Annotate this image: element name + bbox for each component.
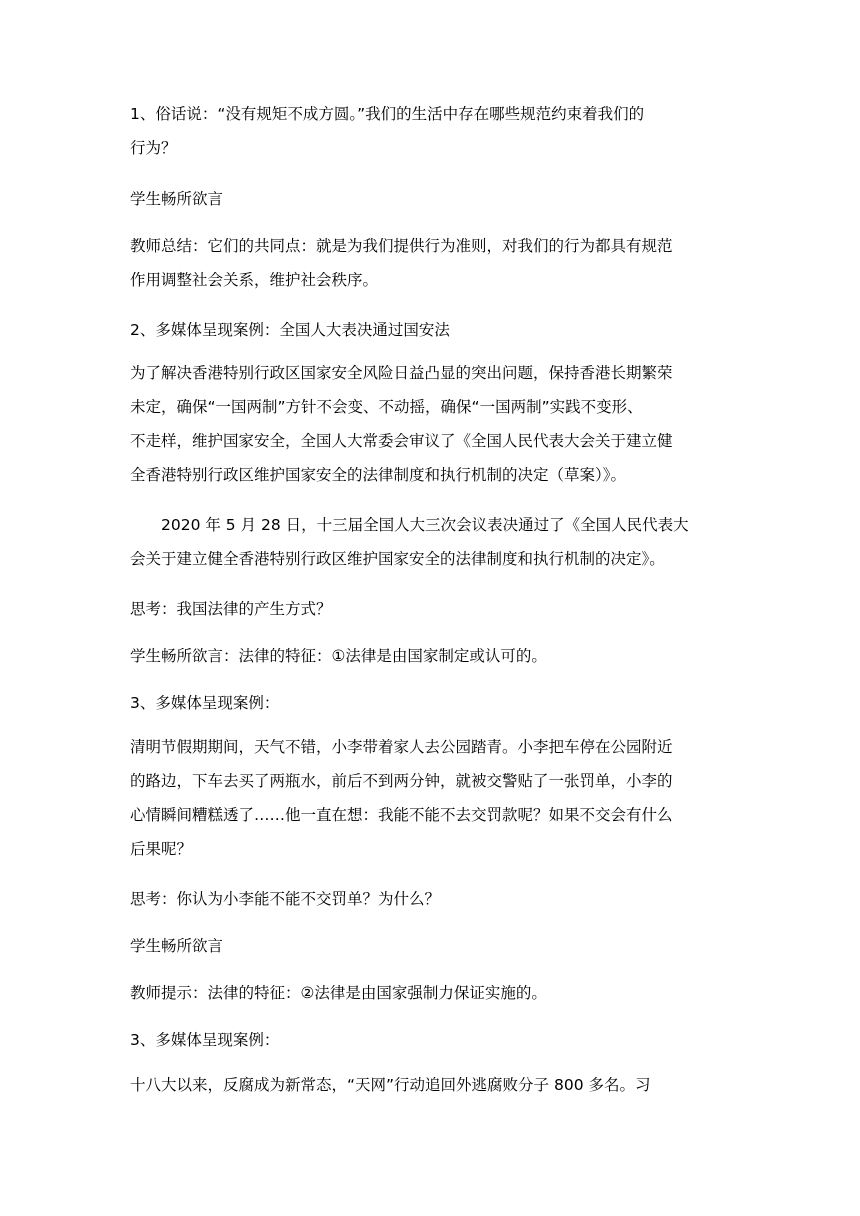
text-line: 会关于建立健全香港特别行政区维护国家安全的法律制度和执行机制的决定》。: [130, 550, 665, 568]
text-line: 学生畅所欲言: [130, 190, 224, 208]
text-line: 学生畅所欲言: [130, 937, 224, 955]
text-line: 2、多媒体呈现案例：全国人大表决通过国安法: [130, 321, 450, 339]
text-line: 后果呢？: [130, 840, 193, 858]
text-line: 不走样，维护国家安全，全国人大常委会审议了《全国人民代表大会关于建立健: [130, 432, 673, 450]
case-3-body-paragraph: [130, 730, 730, 866]
question-1-paragraph: [130, 97, 730, 165]
text-line: 十八大以来，反腐成为新常态，“天网”行动追回外逃腐败分子 800 多名。习: [130, 1076, 651, 1094]
text-line: 学生畅所欲言：法律的特征：①法律是由国家制定或认可的。: [130, 647, 547, 665]
text-line: 教师总结：它们的共同点：就是为我们提供行为准则，对我们的行为都具有规范: [130, 237, 673, 255]
text-line: 教师提示：法律的特征：②法律是由国家强制力保证实施的。: [130, 984, 547, 1002]
text-line: 3、多媒体呈现案例：: [130, 694, 280, 712]
text-line: 清明节假期期间，天气不错，小李带着家人去公园踏青。小李把车停在公园附近: [130, 738, 673, 756]
teacher-hint-paragraph: [130, 976, 730, 1010]
case-3-heading: [130, 686, 730, 720]
text-line: 行为？: [130, 139, 177, 157]
think-question-paragraph: [130, 882, 730, 916]
text-line: 1、俗话说：“没有规矩不成方圆。”我们的生活中存在哪些规范约束着我们的: [130, 105, 645, 123]
text-line: 为了解决香港特别行政区国家安全风险日益凸显的突出问题，保持香港长期繁荣: [130, 364, 673, 382]
text-line: 3、多媒体呈现案例：: [130, 1031, 280, 1049]
student-response-paragraph: [130, 182, 730, 216]
law-feature-1-paragraph: [130, 639, 730, 673]
text-line: 的路边，下车去买了两瓶水，前后不到两分钟，就被交警贴了一张罚单，小李的: [130, 772, 673, 790]
text-line: 思考：我国法律的产生方式？: [130, 600, 332, 618]
case-4-body-paragraph: [130, 1068, 730, 1102]
student-response-paragraph: [130, 929, 730, 963]
teacher-summary-paragraph: [130, 229, 730, 297]
text-line: 心情瞬间糟糕透了……他一直在想：我能不能不去交罚款呢？如果不交会有什么: [130, 806, 673, 824]
case-2-heading: [130, 313, 730, 347]
case-4-heading: [130, 1023, 730, 1057]
text-line: 思考：你认为小李能不能不交罚单？为什么？: [130, 890, 441, 908]
text-line: 作用调整社会关系，维护社会秩序。: [130, 271, 379, 289]
think-question-paragraph: [130, 592, 730, 626]
case-2-body-paragraph: [130, 356, 730, 492]
text-line: 2020 年 5 月 28 日，十三届全国人大三次会议表决通过了《全国人民代表大: [130, 516, 689, 534]
text-line: 全香港特别行政区维护国家安全的法律制度和执行机制的决定（草案）》。: [130, 466, 627, 484]
text-line: 未定，确保“一国两制”方针不会变、不动摇，确保“一国两制”实践不变形、: [130, 398, 643, 416]
case-2-date-paragraph: [130, 508, 730, 576]
